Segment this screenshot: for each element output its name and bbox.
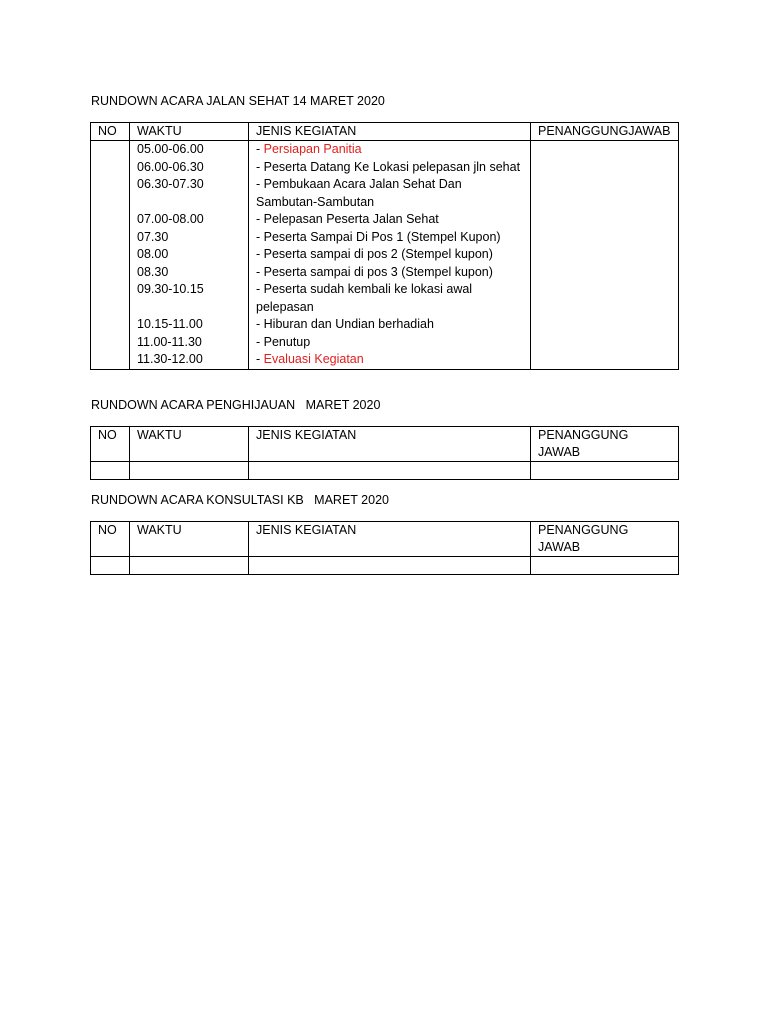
- section-1-title: RUNDOWN ACARA JALAN SEHAT 14 MARET 2020: [91, 94, 385, 108]
- penanggung-jawab-cell: [531, 462, 679, 480]
- waktu-entry: 07.00-08.00: [137, 212, 204, 226]
- penanggung-jawab-cell: [531, 141, 679, 370]
- waktu-cell: [130, 462, 249, 480]
- kegiatan-entry: [256, 159, 523, 177]
- kegiatan-text: Peserta Sampai Di Pos 1 (Stempel Kupon): [263, 229, 501, 244]
- header-jenis-kegiatan: JENIS KEGIATAN: [249, 123, 531, 141]
- header-penanggung-jawab: PENANGGUNG JAWAB: [531, 522, 679, 557]
- waktu-cell: [130, 557, 249, 575]
- header-penanggung-jawab: PENANGGUNGJAWAB: [531, 123, 679, 141]
- table-body-row: [91, 141, 679, 370]
- table-row: [91, 462, 679, 480]
- kegiatan-text: Pembukaan Acara Jalan Sehat Dan Sambutan-Sambutan: [256, 177, 462, 209]
- kegiatan-text: Peserta sudah kembali ke lokasi awal pelepasan: [256, 282, 473, 314]
- table-row: [91, 557, 679, 575]
- kegiatan-text: Evaluasi Kegiatan: [263, 352, 364, 366]
- kegiatan-text: Penutup: [263, 334, 311, 349]
- bullet-dash: -: [256, 229, 264, 244]
- table-header-row: [91, 427, 679, 462]
- bullet-dash: -: [256, 159, 264, 174]
- bullet-dash: -: [256, 334, 264, 349]
- header-no: NO: [91, 427, 130, 462]
- bullet-dash: -: [256, 142, 264, 156]
- kegiatan-entry: [256, 211, 523, 229]
- kegiatan-entry: [256, 264, 523, 282]
- waktu-entry: 08.30: [137, 264, 169, 279]
- waktu-cell: [130, 141, 249, 370]
- section-3-title: RUNDOWN ACARA KONSULTASI KB MARET 2020: [91, 493, 389, 507]
- waktu-entry: 07.30: [137, 229, 169, 244]
- header-waktu: WAKTU: [130, 427, 249, 462]
- kegiatan-text: Persiapan Panitia: [263, 142, 362, 156]
- kegiatan-entry: [256, 176, 523, 211]
- penanggung-jawab-cell: [531, 557, 679, 575]
- rundown-penghijauan-table: [90, 426, 679, 480]
- kegiatan-entry: [256, 246, 523, 264]
- header-no: NO: [91, 522, 130, 557]
- kegiatan-entry: [256, 351, 523, 369]
- kegiatan-entry: [256, 229, 523, 247]
- header-no: NO: [91, 123, 130, 141]
- bullet-dash: -: [256, 212, 264, 226]
- bullet-dash: -: [256, 177, 264, 191]
- bullet-dash: -: [256, 352, 264, 366]
- waktu-entry: 06.30-07.30: [137, 177, 204, 191]
- kegiatan-entry: [256, 316, 523, 334]
- waktu-entry: 09.30-10.15: [137, 282, 204, 296]
- kegiatan-text: Peserta sampai di pos 2 (Stempel kupon): [263, 247, 493, 261]
- waktu-entry: 10.15-11.00: [137, 317, 203, 331]
- kegiatan-text: Peserta Datang Ke Lokasi pelepasan jln sehat: [263, 159, 521, 174]
- kegiatan-text: Hiburan dan Undian berhadiah: [263, 317, 434, 331]
- no-cell: [91, 141, 130, 370]
- header-jenis-kegiatan: JENIS KEGIATAN: [249, 522, 531, 557]
- kegiatan-entry: [256, 141, 523, 159]
- no-cell: [91, 462, 130, 480]
- kegiatan-entry: [256, 281, 523, 316]
- jenis-kegiatan-cell: [249, 141, 531, 370]
- waktu-entry: 11.30-12.00: [137, 352, 203, 366]
- waktu-entry: 08.00: [137, 247, 169, 261]
- bullet-dash: -: [256, 247, 264, 261]
- header-penanggung-jawab: PENANGGUNG JAWAB: [531, 427, 679, 462]
- kegiatan-text: Peserta sampai di pos 3 (Stempel kupon): [263, 264, 493, 279]
- waktu-entry: 05.00-06.00: [137, 142, 204, 156]
- jenis-kegiatan-cell: [249, 557, 531, 575]
- waktu-entry: 11.00-11.30: [137, 334, 202, 349]
- header-jenis-kegiatan: JENIS KEGIATAN: [249, 427, 531, 462]
- jenis-kegiatan-cell: [249, 462, 531, 480]
- header-waktu: WAKTU: [130, 123, 249, 141]
- section-2-title: RUNDOWN ACARA PENGHIJAUAN MARET 2020: [91, 398, 381, 412]
- waktu-entry: 06.00-06.30: [137, 159, 204, 174]
- kegiatan-text: Pelepasan Peserta Jalan Sehat: [263, 212, 439, 226]
- header-waktu: WAKTU: [130, 522, 249, 557]
- bullet-dash: -: [256, 317, 264, 331]
- no-cell: [91, 557, 130, 575]
- rundown-konsultasi-kb-table: [90, 521, 679, 575]
- bullet-dash: -: [256, 264, 264, 279]
- table-header-row: [91, 123, 679, 141]
- rundown-jalan-sehat-table: [90, 122, 679, 370]
- bullet-dash: -: [256, 282, 264, 296]
- table-header-row: [91, 522, 679, 557]
- kegiatan-entry: [256, 334, 523, 352]
